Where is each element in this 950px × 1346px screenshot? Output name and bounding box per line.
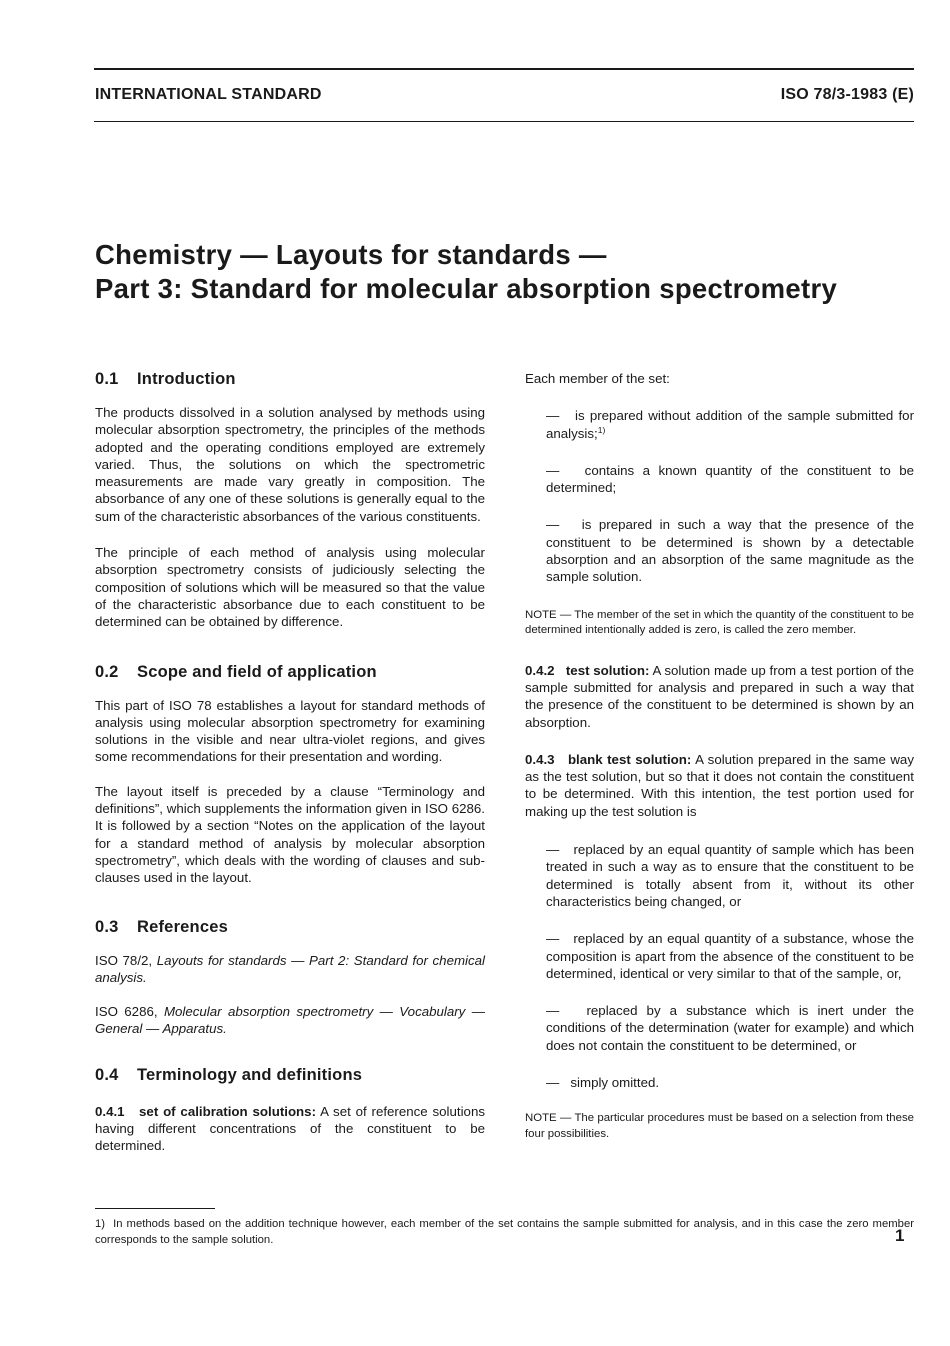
reference-title: Molecular absorption spectrometry — Vocabulary — General — Apparatus.	[95, 1004, 485, 1037]
definition-term: set of calibration solutions:	[139, 1103, 317, 1119]
reference-code: ISO 6286,	[95, 1004, 158, 1020]
section-number: 0.3	[95, 917, 119, 936]
paragraph: The products dissolved in a solution analysed by methods using molecular absorption spectrometry, the principles of the methods adopted and the operating conditions employed are extremely varied. Thus, the solutions on which the spectrometric measurements are made vary greatly in composition. The absorbance of any one of these solutions is generally equal to the sum of the characteristic absorbances of the various constituents.	[95, 405, 485, 524]
section-title: Terminology and definitions	[137, 1065, 363, 1084]
definition-term: blank test solution:	[567, 751, 692, 767]
definition-0-4-3	[525, 751, 914, 820]
definition-text: A set of reference solutions having different concentrations of the constituent to be determined.	[95, 1103, 485, 1154]
list-item: — simply omitted.	[546, 1075, 660, 1091]
definition-0-4-2	[525, 662, 914, 731]
title-line-1: Chemistry — Layouts for standards —	[95, 239, 607, 270]
footnote-ref: 1)	[597, 424, 606, 435]
footnote	[95, 1217, 914, 1248]
reference-item	[95, 1003, 485, 1038]
right-column	[525, 368, 914, 1142]
footnote-mark: 1)	[95, 1218, 106, 1230]
section-title: References	[137, 917, 228, 936]
top-rule	[94, 68, 914, 70]
footnote-rule	[95, 1208, 215, 1209]
reference-code: ISO 78/2,	[95, 952, 153, 968]
list-item-text: contains a known quantity of the constituent to be determined;	[546, 462, 914, 496]
list-item: — is prepared in such a way that the presence of the constituent to be determined is shown by a detectable absorption and an absorption of the same magnitude as the sample solution.	[546, 517, 915, 585]
list-item-text: is prepared without addition of the sample submitted for analysis;	[546, 408, 914, 441]
set-intro: Each member of the set:	[525, 371, 670, 386]
header-left: INTERNATIONAL STANDARD	[95, 86, 322, 103]
header-right: ISO 78/3-1983 (E)	[780, 86, 914, 103]
definition-text: A solution prepared in the same way as the test solution, but so that it does not contain the constituent to be determined. With this intention, the test portion used for making up the test solution is	[525, 751, 914, 819]
list-item-text: simply omitted.	[570, 1075, 660, 1091]
definition-number: 0.4.3	[525, 751, 555, 767]
paragraph: The layout itself is preceded by a clause “Terminology and definitions”, which supplements the information given in ISO 6286. It is followed by a section “Notes on the application of the layout for a standard method of analysis by molecular absorption spectrometry”, which deals with the wording of clauses and sub-clauses used in the layout.	[95, 783, 485, 886]
section-heading-0-4	[95, 1064, 485, 1086]
definition-number: 0.4.2	[525, 662, 555, 678]
note: NOTE — The particular procedures must be based on a selection from these four possibilities.	[525, 1112, 914, 1140]
list-item: — is prepared without addition of the sample submitted for analysis;$^{1)}$	[546, 408, 914, 441]
list-item-text: replaced by an equal quantity of sample which has been treated in such a way as to ensure that the constituent to be determined is totally absent from it, without its other characteristics being changed, or	[546, 842, 914, 909]
definition-term: test solution:	[565, 662, 650, 678]
left-column	[95, 368, 485, 1155]
list-item-text: replaced by a substance which is inert under the conditions of the determination (water for example) and which does not contain the constituent to be determined, or	[546, 1003, 914, 1053]
paragraph: The principle of each method of analysis using molecular absorption spectrometry consists of judiciously selecting the composition of solutions which will be measured so that the value of the characteristic absorbance due to each constituent to be determined can be obtained by difference.	[95, 545, 485, 630]
section-number: 0.2	[95, 662, 119, 681]
section-number: 0.1	[95, 370, 119, 388]
section-number: 0.4	[95, 1065, 119, 1084]
definition-number: 0.4.1	[95, 1103, 125, 1119]
list-item-text: is prepared in such a way that the presence of the constituent to be determined is shown by a detectable absorption and an absorption of the same magnitude as the sample solution.	[546, 517, 915, 585]
paragraph: This part of ISO 78 establishes a layout for standard methods of analysis using molecular absorption spectrometry for examining solutions in the visible and near ultra-violet regions, and gives some recommendations for their presentation and wording.	[95, 697, 485, 765]
section-title: Scope and field of application	[137, 662, 377, 681]
section-heading-0-1	[95, 368, 485, 390]
section-heading-0-2	[95, 661, 485, 683]
document-title	[95, 238, 925, 306]
reference-item	[95, 952, 485, 987]
header-rule	[94, 121, 914, 122]
footnote-text: In methods based on the addition technique however, each member of the set contains the sample submitted for analysis, and in this case the zero member corresponds to the sample solution.	[95, 1218, 914, 1246]
list-item: — replaced by an equal quantity of a substance, whose the composition is apart from the absence of the constituent to be determined, identical or very similar to that of the sample, or,	[546, 931, 914, 981]
note: NOTE — The member of the set in which the quantity of the constituent to be determined intentionally added is zero, is called the zero member.	[525, 608, 914, 637]
section-title: Introduction	[137, 370, 236, 388]
section-heading-0-3	[95, 916, 485, 938]
definition-0-4-1	[95, 1103, 485, 1155]
title-line-2: Part 3: Standard for molecular absorption spectrometry	[95, 273, 838, 304]
reference-title: Layouts for standards — Part 2: Standard for chemical analysis.	[95, 952, 485, 985]
list-item-text: replaced by an equal quantity of a substance, whose the composition is apart from the absence of the constituent to be determined, identical or very similar to that of the sample, or,	[546, 931, 914, 981]
definition-text: A solution made up from a test portion of the sample submitted for analysis and prepared in such a way that the presence of the constituent to be determined is shown by an absorption.	[525, 662, 914, 730]
list-item: — replaced by an equal quantity of sample which has been treated in such a way as to ensure that the constituent to be determined is totally absent from it, without its other characteristics being changed, or	[546, 842, 914, 909]
list-item: — contains a known quantity of the constituent to be determined;	[546, 462, 914, 496]
page-number: 1	[895, 1226, 905, 1245]
list-item: — replaced by a substance which is inert under the conditions of the determination (water for example) and which does not contain the constituent to be determined, or	[546, 1003, 914, 1053]
